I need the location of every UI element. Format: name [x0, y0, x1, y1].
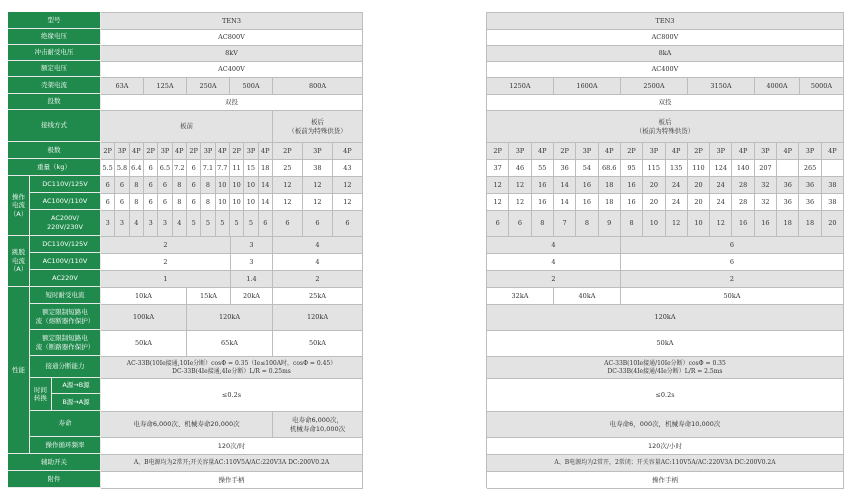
cell-limited-short-fuse: 100kA [101, 305, 187, 331]
cell-op-dc110: 36 [777, 177, 799, 194]
cell-weight: 6 [144, 160, 158, 177]
cell-weight: 36 [554, 160, 576, 177]
cell-limited-short-breaker: 50kA [101, 331, 187, 357]
cell-switching-capacity: AC-33B(10Ie接通,10Ie分断）cosΦ = 0.35（Ie≤100A时，cosΦ = 0.45） DC-33B(4Ie接通,4Ie分断）L/R = 0.25ms [101, 357, 363, 379]
cell-limited-short-breaker: 50kA [273, 331, 363, 357]
cell-op-ac200: 5 [201, 211, 215, 237]
cell-pole-count: 4P [130, 143, 144, 160]
cell-op-ac100: 12 [509, 194, 531, 211]
cell-op-ac200: 5 [187, 211, 201, 237]
cell-frame-current: 250A [187, 78, 230, 95]
cell-op-dc110: 38 [822, 177, 844, 194]
cell-op-ac200: 6 [509, 211, 531, 237]
cell-pole-count: 2P [230, 143, 244, 160]
cell-wiring-front: 板前 [101, 111, 273, 143]
cell-pole-count: 2P [554, 143, 576, 160]
cell-short-withstand: 50kA [621, 288, 844, 305]
label-trip-ac100: AC100V/110V [30, 253, 101, 270]
cell-op-ac200: 3 [158, 211, 172, 237]
cell-op-dc110: 6 [115, 177, 129, 194]
cell-op-dc110: 8 [201, 177, 215, 194]
cell-rated-voltage: AC400V [101, 62, 363, 78]
cell-aux-switch: A、B电源均为2常开，2常闭；开关容量AC:110V5A/AC:220V3A DC:200V0.2A [487, 455, 844, 472]
cell-frame-current: 2500A [621, 78, 688, 95]
cell-model: TEN3 [101, 13, 363, 30]
cell-limited-short-breaker: 50kA [487, 331, 844, 357]
cell-op-ac100: 14 [554, 194, 576, 211]
cell-weight: 135 [666, 160, 688, 177]
cell-op-ac100: 8 [130, 194, 144, 211]
cell-pole-count: 4P [599, 143, 621, 160]
cell-poles: 双投 [101, 95, 363, 111]
label-poles: 投数 [8, 94, 101, 110]
cell-weight: 11 [230, 160, 244, 177]
cell-op-ac200: 4 [130, 211, 144, 237]
cell-weight: 95 [621, 160, 643, 177]
cell-pole-count: 4P [173, 143, 187, 160]
cell-weight: 115 [643, 160, 665, 177]
cell-op-ac200: 16 [732, 211, 754, 237]
cell-impulse-voltage: 8kA [487, 46, 844, 62]
label-trip-dc110: DC110V/125V [30, 236, 101, 253]
cell-pole-count: 2P [688, 143, 710, 160]
cell-op-ac100: 8 [173, 194, 187, 211]
cell-pole-count: 3P [799, 143, 821, 160]
label-op-frequency: 操作循环频率 [30, 437, 101, 454]
cell-weight [822, 160, 844, 177]
cell-op-dc110: 24 [710, 177, 732, 194]
cell-op-dc110: 14 [259, 177, 273, 194]
cell-limited-short-fuse: 120kA [187, 305, 273, 331]
cell-op-ac200: 9 [599, 211, 621, 237]
cell-trip-dc110: 4 [487, 237, 621, 254]
cell-aux-switch: A、B电源均为2常开;开关容量AC:110V5A/AC:220V3A DC:200V0.2A [101, 455, 363, 472]
cell-weight: 265 [799, 160, 821, 177]
cell-op-dc110: 32 [755, 177, 777, 194]
cell-pole-count: 2P [487, 143, 509, 160]
cell-trip-ac100: 2 [101, 254, 231, 271]
cell-op-ac200: 6 [487, 211, 509, 237]
cell-op-ac100: 6 [144, 194, 158, 211]
right-spec-table [486, 12, 844, 488]
cell-op-dc110: 12 [509, 177, 531, 194]
cell-op-ac100: 36 [777, 194, 799, 211]
cell-short-withstand: 10kA [101, 288, 187, 305]
cell-op-ac200: 3 [115, 211, 129, 237]
label-op-dc110: DC110V/125V [30, 176, 101, 193]
cell-pole-count: 2P [273, 143, 303, 160]
cell-op-dc110: 10 [244, 177, 258, 194]
cell-op-dc110: 16 [621, 177, 643, 194]
cell-pole-count: 2P [144, 143, 158, 160]
cell-weight: 37 [487, 160, 509, 177]
cell-op-ac200: 12 [710, 211, 732, 237]
cell-op-ac100: 14 [259, 194, 273, 211]
cell-frame-current: 500A [230, 78, 273, 95]
cell-life-large: 电寿命6,000次， 机械寿命10,000次 [273, 412, 363, 438]
row-op-ac200 [487, 211, 844, 237]
label-insulation-voltage: 绝缘电压 [8, 29, 101, 45]
cell-op-ac100: 16 [576, 194, 598, 211]
cell-op-ac200: 5 [216, 211, 230, 237]
cell-trip-ac220: 1.4 [231, 271, 273, 288]
cell-short-withstand: 15kA [187, 288, 231, 305]
cell-frame-current: 3150A [688, 78, 755, 95]
cell-pole-count: 2P [621, 143, 643, 160]
label-limited-short-breaker: 额定限制短路电 流（断路器作保护） [30, 330, 101, 356]
cell-op-dc110: 20 [643, 177, 665, 194]
cell-op-ac100: 20 [688, 194, 710, 211]
label-accessory: 附件 [8, 471, 101, 488]
cell-op-ac100: 6 [187, 194, 201, 211]
cell-weight: 38 [303, 160, 333, 177]
row-op-ac100 [487, 194, 844, 211]
cell-weight: 43 [333, 160, 363, 177]
label-op-ac200: AC200V/ 220V/230V [30, 210, 101, 236]
label-weight: 重量（kg） [8, 159, 101, 176]
label-model: 型号 [8, 12, 101, 29]
cell-op-ac200: 3 [101, 211, 115, 237]
cell-weight [777, 160, 799, 177]
cell-short-withstand: 20kA [231, 288, 273, 305]
cell-pole-count: 3P [710, 143, 732, 160]
cell-pole-count: 4P [216, 143, 230, 160]
cell-wiring-rear: 板后 （板前为特殊供货） [487, 111, 844, 143]
cell-op-dc110: 14 [554, 177, 576, 194]
label-op-current-group: 操作 电流 （A） [8, 176, 30, 236]
cell-op-ac100: 10 [230, 194, 244, 211]
cell-pole-count: 4P [732, 143, 754, 160]
row-op-dc110 [101, 177, 363, 194]
cell-pole-count: 2P [101, 143, 115, 160]
label-op-ac100: AC100V/110V [30, 193, 101, 210]
cell-weight: 18 [259, 160, 273, 177]
cell-op-ac200: 8 [576, 211, 598, 237]
cell-op-ac200: 18 [799, 211, 821, 237]
cell-op-ac100: 24 [666, 194, 688, 211]
cell-pole-count: 3P [509, 143, 531, 160]
cell-op-ac200: 6 [303, 211, 333, 237]
cell-weight: 68.6 [599, 160, 621, 177]
cell-op-dc110: 6 [101, 177, 115, 194]
cell-op-ac200: 16 [755, 211, 777, 237]
label-b-to-a: B源→A源 [52, 394, 101, 411]
label-impulse-voltage: 冲击耐受电压 [8, 45, 101, 61]
cell-op-ac100: 36 [799, 194, 821, 211]
cell-pole-count: 4P [777, 143, 799, 160]
cell-op-ac200: 5 [230, 211, 244, 237]
cell-pole-count: 4P [666, 143, 688, 160]
cell-op-ac100: 12 [273, 194, 303, 211]
cell-op-dc110: 12 [273, 177, 303, 194]
label-pole-count: 极数 [8, 142, 101, 159]
cell-insulation-voltage: AC800V [101, 30, 363, 46]
cell-weight: 7.7 [216, 160, 230, 177]
cell-op-ac100: 20 [643, 194, 665, 211]
cell-trip-ac220: 1 [101, 271, 231, 288]
cell-wiring-rear: 板后 （板前为特殊供货） [273, 111, 363, 143]
cell-pole-count: 3P [244, 143, 258, 160]
cell-op-ac100: 6 [115, 194, 129, 211]
cell-frame-current: 5000A [800, 78, 844, 95]
cell-weight: 7.1 [201, 160, 215, 177]
label-short-withstand: 短时耐受电流 [30, 287, 101, 304]
cell-weight: 5.8 [115, 160, 129, 177]
cell-op-ac200: 5 [244, 211, 258, 237]
cell-trip-dc110: 4 [273, 237, 363, 254]
cell-op-frequency: 120次/时 [101, 438, 363, 455]
cell-weight: 207 [755, 160, 777, 177]
cell-op-ac200: 6 [333, 211, 363, 237]
cell-pole-count: 3P [115, 143, 129, 160]
row-pole-count [487, 143, 844, 160]
cell-op-ac200: 7 [554, 211, 576, 237]
cell-trip-ac220: 2 [273, 271, 363, 288]
cell-op-ac100: 6 [158, 194, 172, 211]
cell-op-dc110: 18 [599, 177, 621, 194]
cell-weight: 25 [273, 160, 303, 177]
cell-op-dc110: 10 [230, 177, 244, 194]
cell-life: 电寿命6，000次，机械寿命10,000次 [487, 412, 844, 438]
cell-weight: 46 [509, 160, 531, 177]
cell-pole-count: 3P [755, 143, 777, 160]
cell-pole-count: 3P [201, 143, 215, 160]
cell-op-ac100: 12 [333, 194, 363, 211]
cell-switching-capacity: AC-33B(10Ie接通/10Ie分断）cosΦ = 0.35 DC-33B(4Ie接通/4Ie分断）L/R = 2.5ms [487, 357, 844, 379]
label-aux-switch: 辅助开关 [8, 454, 101, 471]
cell-op-dc110: 20 [688, 177, 710, 194]
cell-op-dc110: 6 [144, 177, 158, 194]
label-a-to-b: A源→B源 [52, 378, 101, 394]
cell-op-ac200: 10 [643, 211, 665, 237]
cell-short-withstand: 25kA [273, 288, 363, 305]
cell-trip-ac220: 2 [621, 271, 844, 288]
cell-short-withstand: 40kA [554, 288, 621, 305]
cell-accessory: 操作手柄 [101, 472, 363, 489]
cell-op-ac200: 3 [144, 211, 158, 237]
cell-op-dc110: 16 [532, 177, 554, 194]
label-transfer-time: 时间 转换 [30, 378, 52, 411]
cell-pole-count: 4P [822, 143, 844, 160]
cell-op-dc110: 24 [666, 177, 688, 194]
cell-op-ac200: 8 [532, 211, 554, 237]
cell-pole-count: 4P [532, 143, 554, 160]
cell-trip-ac100: 4 [487, 254, 621, 271]
cell-frame-current: 125A [144, 78, 187, 95]
label-rated-voltage: 额定电压 [8, 61, 101, 77]
cell-op-ac100: 10 [244, 194, 258, 211]
cell-weight: 140 [732, 160, 754, 177]
cell-op-ac100: 6 [101, 194, 115, 211]
cell-op-ac200: 18 [777, 211, 799, 237]
label-frame-current: 壳架电流 [8, 77, 101, 94]
cell-frame-current: 800A [273, 78, 363, 95]
cell-transfer-time: ≤0.2s [487, 379, 844, 412]
cell-weight: 6.4 [130, 160, 144, 177]
cell-pole-count: 3P [303, 143, 333, 160]
cell-op-ac100: 16 [532, 194, 554, 211]
label-trip-ac220: AC220V [30, 270, 101, 287]
cell-op-ac100: 32 [755, 194, 777, 211]
cell-pole-count: 4P [333, 143, 363, 160]
cell-op-dc110: 6 [187, 177, 201, 194]
cell-trip-dc110: 6 [621, 237, 844, 254]
left-spec-table [101, 12, 363, 488]
cell-pole-count: 2P [187, 143, 201, 160]
cell-op-ac100: 38 [822, 194, 844, 211]
cell-op-ac200: 6 [273, 211, 303, 237]
cell-trip-ac100: 4 [273, 254, 363, 271]
cell-weight: 124 [710, 160, 732, 177]
cell-op-dc110: 12 [333, 177, 363, 194]
cell-op-dc110: 8 [173, 177, 187, 194]
label-trip-current-group: 跳脱 电流 （A） [8, 236, 30, 287]
cell-frame-current: 4000A [755, 78, 800, 95]
cell-weight: 110 [688, 160, 710, 177]
cell-op-ac200: 12 [666, 211, 688, 237]
cell-trip-ac220: 2 [487, 271, 621, 288]
cell-poles: 双投 [487, 95, 844, 111]
cell-pole-count: 4P [259, 143, 273, 160]
cell-transfer-time: ≤0.2s [101, 379, 363, 412]
cell-op-ac200: 10 [688, 211, 710, 237]
row-weight [487, 160, 844, 177]
cell-op-dc110: 10 [216, 177, 230, 194]
cell-weight: 5.5 [101, 160, 115, 177]
cell-op-dc110: 12 [487, 177, 509, 194]
cell-op-dc110: 12 [303, 177, 333, 194]
label-performance-group: 性能 [8, 287, 30, 454]
cell-op-dc110: 36 [799, 177, 821, 194]
cell-op-ac100: 10 [216, 194, 230, 211]
cell-trip-ac100: 6 [621, 254, 844, 271]
cell-pole-count: 3P [576, 143, 598, 160]
cell-op-ac100: 16 [621, 194, 643, 211]
cell-rated-voltage: AC400V [487, 62, 844, 78]
cell-op-ac100: 18 [599, 194, 621, 211]
cell-op-ac100: 24 [710, 194, 732, 211]
cell-accessory: 操作手柄 [487, 472, 844, 489]
cell-frame-current: 1600A [554, 78, 621, 95]
cell-weight: 54 [576, 160, 598, 177]
cell-weight: 55 [532, 160, 554, 177]
cell-op-ac100: 12 [303, 194, 333, 211]
cell-trip-ac100: 3 [231, 254, 273, 271]
row-weight [101, 160, 363, 177]
cell-insulation-voltage: AC800V [487, 30, 844, 46]
label-life: 寿命 [30, 411, 101, 437]
cell-op-ac100: 8 [201, 194, 215, 211]
cell-weight: 7.2 [173, 160, 187, 177]
cell-op-ac200: 8 [621, 211, 643, 237]
cell-model: TEN3 [487, 13, 844, 30]
cell-life: 电寿命6,000次、机械寿命20,000次 [101, 412, 273, 438]
label-wiring: 接线方式 [8, 110, 101, 142]
row-op-ac200 [101, 211, 363, 237]
row-pole-count [101, 143, 363, 160]
cell-op-ac200: 4 [173, 211, 187, 237]
row-op-dc110 [487, 177, 844, 194]
cell-weight: 15 [244, 160, 258, 177]
cell-limited-short-fuse: 120kA [273, 305, 363, 331]
label-limited-short-fuse: 额定限制短路电 流（熔断器作保护） [30, 304, 101, 330]
cell-impulse-voltage: 8kV [101, 46, 363, 62]
cell-op-ac100: 12 [487, 194, 509, 211]
cell-short-withstand: 32kA [487, 288, 554, 305]
cell-frame-current: 1250A [487, 78, 554, 95]
row-op-ac100 [101, 194, 363, 211]
cell-trip-dc110: 3 [231, 237, 273, 254]
cell-op-dc110: 28 [732, 177, 754, 194]
cell-op-dc110: 16 [576, 177, 598, 194]
cell-weight: 6.5 [158, 160, 172, 177]
cell-weight: 6 [187, 160, 201, 177]
cell-op-frequency: 120次/小时 [487, 438, 844, 455]
cell-limited-short-breaker: 65kA [187, 331, 273, 357]
label-switching-capacity: 接通分断能力 [30, 356, 101, 378]
cell-frame-current: 63A [101, 78, 144, 95]
cell-pole-count: 3P [158, 143, 172, 160]
cell-op-dc110: 6 [158, 177, 172, 194]
cell-limited-short-fuse: 120kA [487, 305, 844, 331]
cell-trip-dc110: 2 [101, 237, 231, 254]
cell-op-ac200: 20 [822, 211, 844, 237]
cell-op-ac200: 6 [259, 211, 273, 237]
cell-pole-count: 3P [643, 143, 665, 160]
cell-op-ac100: 28 [732, 194, 754, 211]
cell-op-dc110: 8 [130, 177, 144, 194]
